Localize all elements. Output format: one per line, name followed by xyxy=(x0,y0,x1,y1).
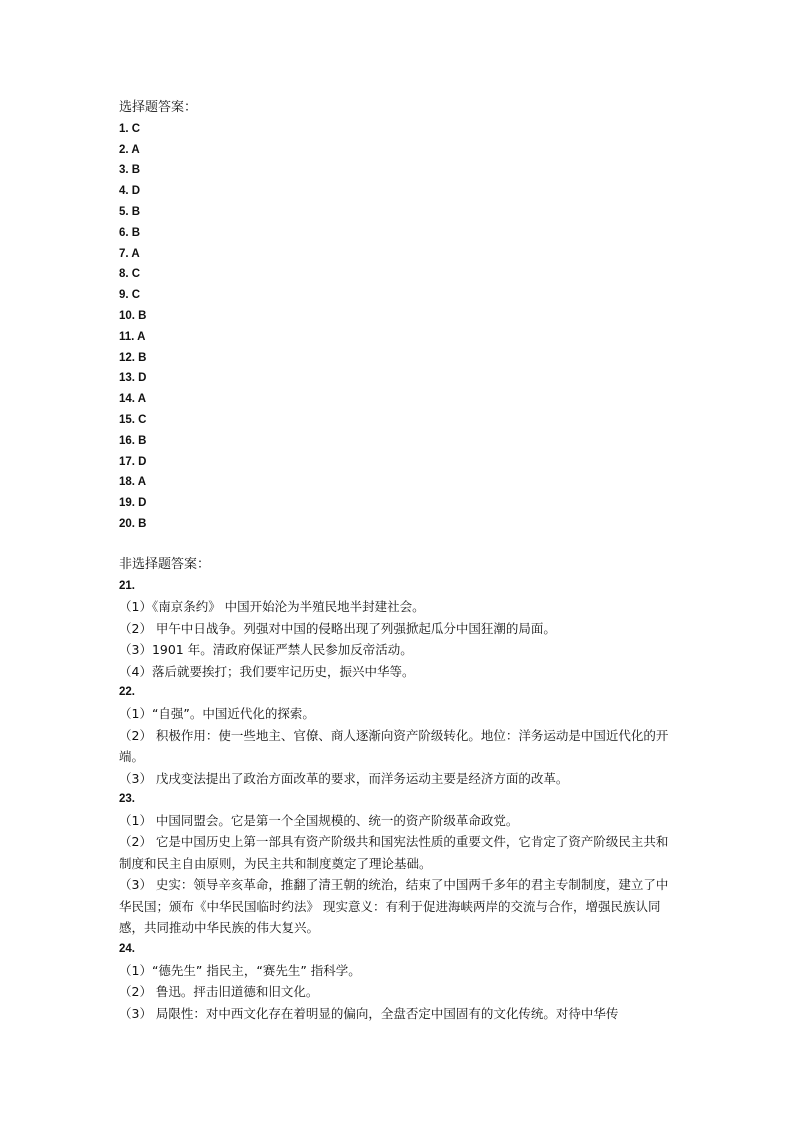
question-number: 24. xyxy=(119,942,135,955)
answer-item: （2） 积极作用：使一些地主、官僚、商人逐渐向资产阶级转化。地位：洋务运动是中国近代化的开端。 xyxy=(119,727,669,765)
question-23 xyxy=(119,789,679,939)
mc-answer: 20. B xyxy=(119,517,147,530)
answer-item: （3） 史实：领导辛亥革命，推翻了清王朝的统治，结束了中国两千多年的君主专制制度，建立了中华民国；颁布《中华民国临时约法》 现实意义：有利于促进海峡两岸的交流与合作，增强民族认同感，共同推动中华民族的伟大复兴。 xyxy=(119,877,669,936)
mc-answer: 15. C xyxy=(119,413,147,426)
mc-answer: 19. D xyxy=(119,497,147,510)
mc-answer: 14. A xyxy=(119,393,147,406)
answer-item: （2） 甲午中日战争。列强对中国的侵略出现了列强掀起瓜分中国狂潮的局面。 xyxy=(119,620,556,636)
question-number: 22. xyxy=(119,686,135,699)
answer-item: （1）“自强”。中国近代化的探索。 xyxy=(119,706,315,722)
mc-answer: 13. D xyxy=(119,372,147,385)
mc-answer: 9. C xyxy=(119,289,141,302)
mc-answer: 3. B xyxy=(119,164,141,177)
mc-answer: 16. B xyxy=(119,434,147,447)
question-22 xyxy=(119,682,679,789)
mc-answer: 11. A xyxy=(119,330,146,343)
mc-answer: 7. A xyxy=(119,247,140,260)
answer-item: （1） 中国同盟会。它是第一个全国规模的、统一的资产阶级革命政党。 xyxy=(119,812,519,828)
answer-item: （3）1901 年。清政府保证严禁人民参加反帝活动。 xyxy=(119,642,413,658)
question-number: 23. xyxy=(119,793,135,806)
mc-answer-list xyxy=(119,119,679,535)
question-number: 21. xyxy=(119,579,135,592)
question-21 xyxy=(119,576,679,683)
answer-sheet xyxy=(119,98,679,1024)
section-gap xyxy=(119,535,679,555)
answer-item: （2） 它是中国历史上第一部具有资产阶级共和国宪法性质的重要文件，它肯定了资产阶级民主共和制度和民主自由原则，为民主共和制度奠定了理论基础。 xyxy=(119,834,669,871)
mc-answer: 5. B xyxy=(119,205,141,218)
mc-answer: 4. D xyxy=(119,185,141,198)
answer-item: （1）“德先生” 指民主，“赛先生” 指科学。 xyxy=(119,962,361,978)
mc-answer: 8. C xyxy=(119,268,141,281)
mc-answer: 17. D xyxy=(119,455,147,468)
answer-item: （2） 鲁迅。抨击旧道德和旧文化。 xyxy=(119,984,319,1000)
answer-item: （1）《南京条约》 中国开始沦为半殖民地半封建社会。 xyxy=(119,599,425,615)
answer-item: （3） 局限性：对中西文化存在着明显的偏向，全盘否定中国固有的文化传统。对待中华传 xyxy=(119,1005,619,1021)
mc-answer: 12. B xyxy=(119,351,147,364)
essay-heading: 非选择题答案： xyxy=(119,556,211,572)
answer-item: （4）落后就要挨打；我们要牢记历史，振兴中华等。 xyxy=(119,663,415,679)
mc-answer: 1. C xyxy=(119,122,141,135)
mc-heading: 选择题答案： xyxy=(119,100,198,115)
mc-answer: 6. B xyxy=(119,226,141,239)
question-24 xyxy=(119,939,679,1024)
answer-item: （3） 戊戌变法提出了政治方面改革的要求，而洋务运动主要是经济方面的改革。 xyxy=(119,770,569,786)
mc-answer: 10. B xyxy=(119,309,147,322)
mc-answer: 18. A xyxy=(119,476,147,489)
mc-answer: 2. A xyxy=(119,143,140,156)
